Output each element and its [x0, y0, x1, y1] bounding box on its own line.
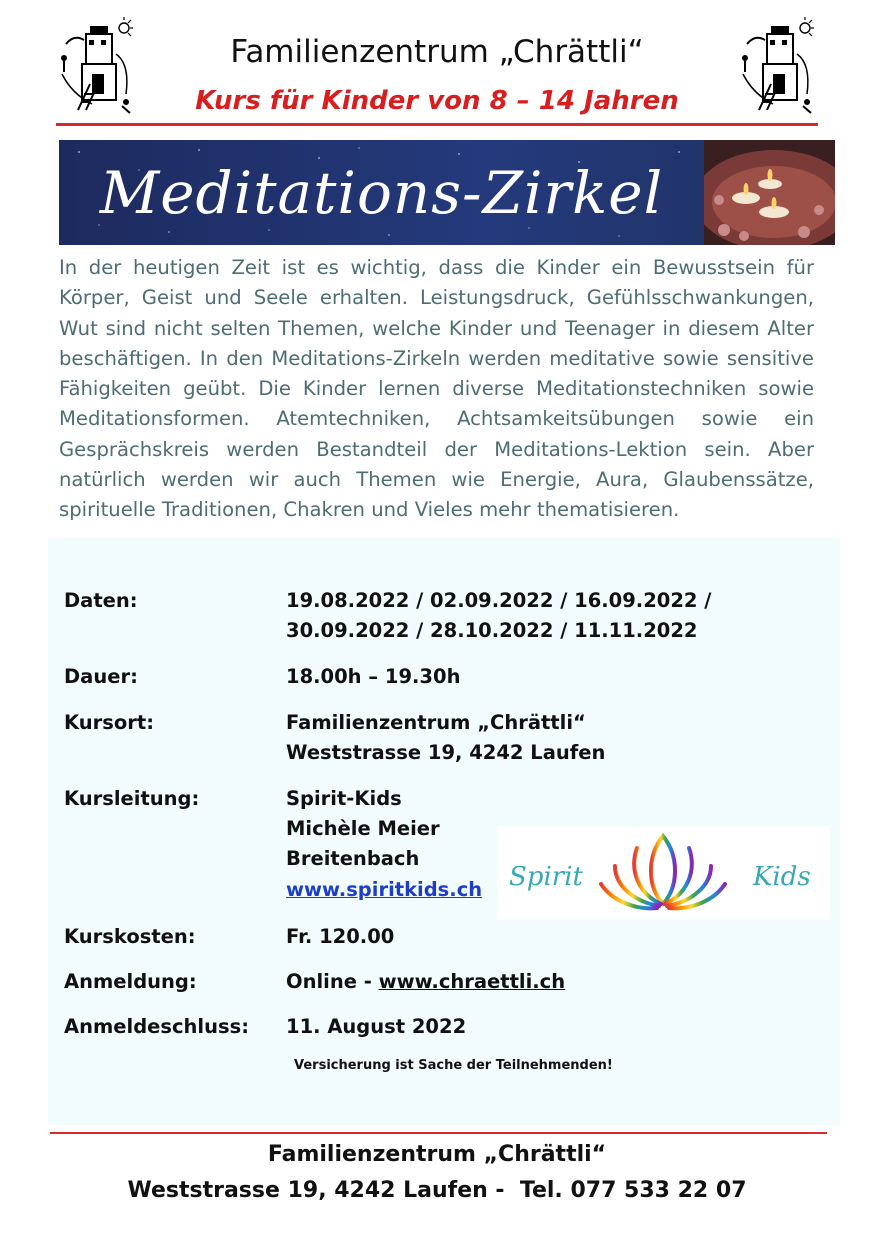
spirit-logo-word2: Kids — [753, 862, 811, 892]
kursleitung-label: Kursleitung: — [64, 787, 200, 810]
kursort-line2: Weststrasse 19, 4242 Laufen — [286, 741, 606, 764]
chraettli-link[interactable]: www.chraettli.ch — [378, 970, 566, 993]
page-title: Familienzentrum „Chrättli“ — [230, 34, 644, 70]
anmeldung-prefix: Online - — [286, 970, 379, 993]
spiritkids-link[interactable]: www.spiritkids.ch — [286, 878, 483, 901]
spirit-kids-logo — [497, 826, 830, 920]
dauer-label: Dauer: — [64, 665, 138, 688]
kursleitung-line1: Spirit-Kids — [286, 787, 402, 810]
daten-line1: 19.08.2022 / 02.09.2022 / 16.09.2022 / — [286, 589, 712, 612]
spirit-logo-word1: Spirit — [509, 862, 583, 892]
meditation-banner — [59, 140, 835, 245]
kursort-label: Kursort: — [64, 711, 155, 734]
banner-title: Meditations-Zirkel — [99, 158, 664, 227]
kurskosten-label: Kurskosten: — [64, 925, 196, 948]
kursleitung-line3: Breitenbach — [286, 847, 420, 870]
candles-photo — [704, 140, 835, 245]
kursort-line1: Familienzentrum „Chrättli“ — [286, 711, 586, 734]
anmeldeschluss-label: Anmeldeschluss: — [64, 1015, 250, 1038]
header-divider — [56, 123, 818, 126]
kursleitung-line2: Michèle Meier — [286, 817, 440, 840]
daten-line2: 30.09.2022 / 28.10.2022 / 11.11.2022 — [286, 619, 698, 642]
footer-address: Weststrasse 19, 4242 Laufen - Tel. 077 533 22 07 — [127, 1178, 747, 1203]
dauer-value: 18.00h – 19.30h — [286, 665, 461, 688]
anmeldeschluss-value: 11. August 2022 — [286, 1015, 467, 1038]
insurance-note: Versicherung ist Sache der Teilnehmenden! — [294, 1058, 613, 1073]
kurskosten-value: Fr. 120.00 — [286, 925, 395, 948]
footer-name: Familienzentrum „Chrättli“ — [267, 1142, 607, 1167]
intro-paragraph: In der heutigen Zeit ist es wichtig, dass die Kinder ein Bewusstsein für Körper, Geist und Seele erhalten. Leistungsdruck, Gefühlsschwankungen, Wut sind nicht selten Themen, welche Kinder und Teenager in diesem Alter beschäftigen. In den Meditations-Zirkeln werden meditative sowie sensitive Fähigkeiten geübt. Die Kinder lernen diverse Meditationstechniken sowie Meditationsformen. Atemtechniken, Achtsamkeitsübungen sowie ein Gesprächskreis werden Bestandteil der Meditations-Lektion sein. Aber natürlich werden wir auch Themen wie Energie, Aura, Glaubenssätze, spirituelle Traditionen, Chakren und Vieles mehr thematisieren. — [59, 256, 814, 522]
page-subtitle: Kurs für Kinder von 8 – 14 Jahren — [195, 86, 679, 116]
footer-divider — [50, 1132, 827, 1134]
anmeldung-label: Anmeldung: — [64, 970, 197, 993]
daten-label: Daten: — [64, 589, 138, 612]
